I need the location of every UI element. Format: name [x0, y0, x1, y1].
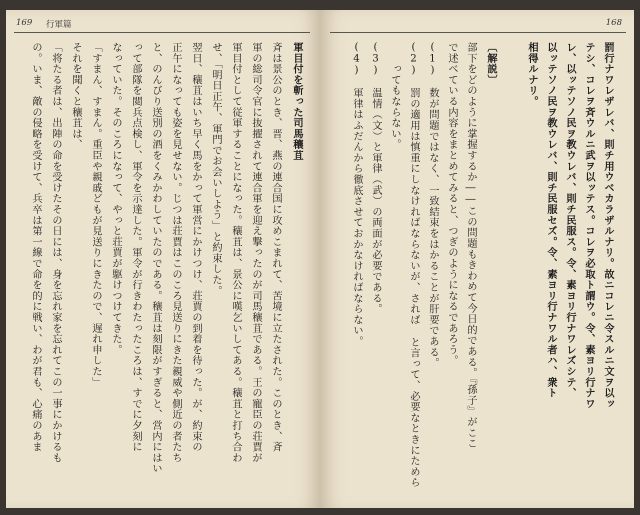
classical-text-column: レ、以ッテソノ民ヲ教ウレバ、則チ民服ス。令、素ヨリ行ナワレズシテ、	[564, 42, 576, 399]
list-item: ってもならない。	[389, 42, 400, 150]
text-column: 翌日、穰苴はいち早く馬をかって軍営にかけつけ、荘賈の到着を待った。が、約束の	[190, 42, 201, 453]
classical-text-column: 以ッテソノ民ヲ教ウレバ、則チ民服セズ。令、素ヨリ行ナワル者ハ、衆ト	[545, 42, 557, 399]
text-column: 軍目付として従軍することになった。穰苴は、景公に嘆乞いしてある。穰苴と打ち合わ	[230, 42, 241, 464]
text-column: 「将たる者は、出陣の命を受けたその日には、身を忘れ家を忘れてこの一事にかけるも	[50, 42, 61, 464]
commentary-column: で述べている内容をまとめてみると、つぎのようになるであろう。	[446, 42, 457, 366]
text-column: 「すまん、すまん。重臣や親戚どもが見送りにきたので、遅れ申した」	[90, 42, 101, 388]
list-item: (4) 軍律はふだんから徹底させておかなければならない。	[351, 42, 362, 347]
page-number: 169	[16, 18, 33, 28]
chapter-title: 行軍篇	[46, 20, 72, 30]
header-rule	[14, 32, 310, 33]
page-number: 168	[605, 18, 622, 28]
commentary-column: 部下をどのように掌握するか――この問題もきわめて今日的である。『孫子』がここ	[465, 42, 476, 449]
text-column: 軍の総司令官に抜擢されて連合軍を迎え撃ったのが司馬穰苴である。王の寵臣の荘賈が	[250, 42, 261, 464]
blank-column	[505, 42, 520, 492]
text-column: 正午になっても姿を見せない。じつは荘賈はこのころ見送りにきた親威や側近の者たち	[170, 42, 181, 464]
text-column: の。いま、敵の侵略を受けて、兵卒は第一線で命を的に戦い、わが君も、心痛のあま	[30, 42, 41, 453]
classical-text-column: 罰行ナワレザレバ、則チ用ウベカラザルナリ。故ニコレニ令スルニ文ヲ以ッ	[602, 42, 614, 410]
list-item: (3) 温情（文）と軍律（武）の両面が必要である。	[370, 42, 381, 315]
text-column: なっていた。そのころになって、やっと荘賈が駆けつけてきた。	[110, 42, 121, 356]
text-column: って部隊を閲兵点検し、軍令を示達した。軍令が行きわたったころは、すでに夕刻に	[130, 42, 141, 453]
text-column: せ、「明日正午、軍門でお会いしよう」と約束した。	[210, 42, 221, 297]
classical-text-column: 相得ルナリ。	[526, 42, 538, 107]
right-page	[320, 10, 634, 508]
header-rule	[330, 32, 626, 33]
list-item: (1) 数が問題ではなく、一致結束をはかることが肝要である。	[427, 42, 438, 369]
text-column: それを聞くと穰苴は、	[70, 42, 81, 150]
text-column: と、のんびり送別の酒をくみかわしていたのである。穰苴は刻限がすぎると、営内にはい	[150, 42, 161, 474]
left-page	[6, 10, 320, 508]
commentary-heading: 〔解説〕	[485, 42, 497, 86]
text-column: 斉は景公のとき、晋、燕の連合国に攻めこまれて、苦境に立たされた。このとき、斉	[270, 42, 281, 453]
classical-text-column: テシ、コレヲ斉ウルニ武ヲ以ッテス。コレヲ必取ト謂ウ。令、素ヨリ行ナワ	[583, 42, 595, 410]
section-heading: 軍目付を斬った司馬穰苴	[291, 42, 303, 161]
list-item: (2) 罰の適用は慎重にしなければならないが、されば と言って、必要なときにためら	[408, 42, 419, 488]
